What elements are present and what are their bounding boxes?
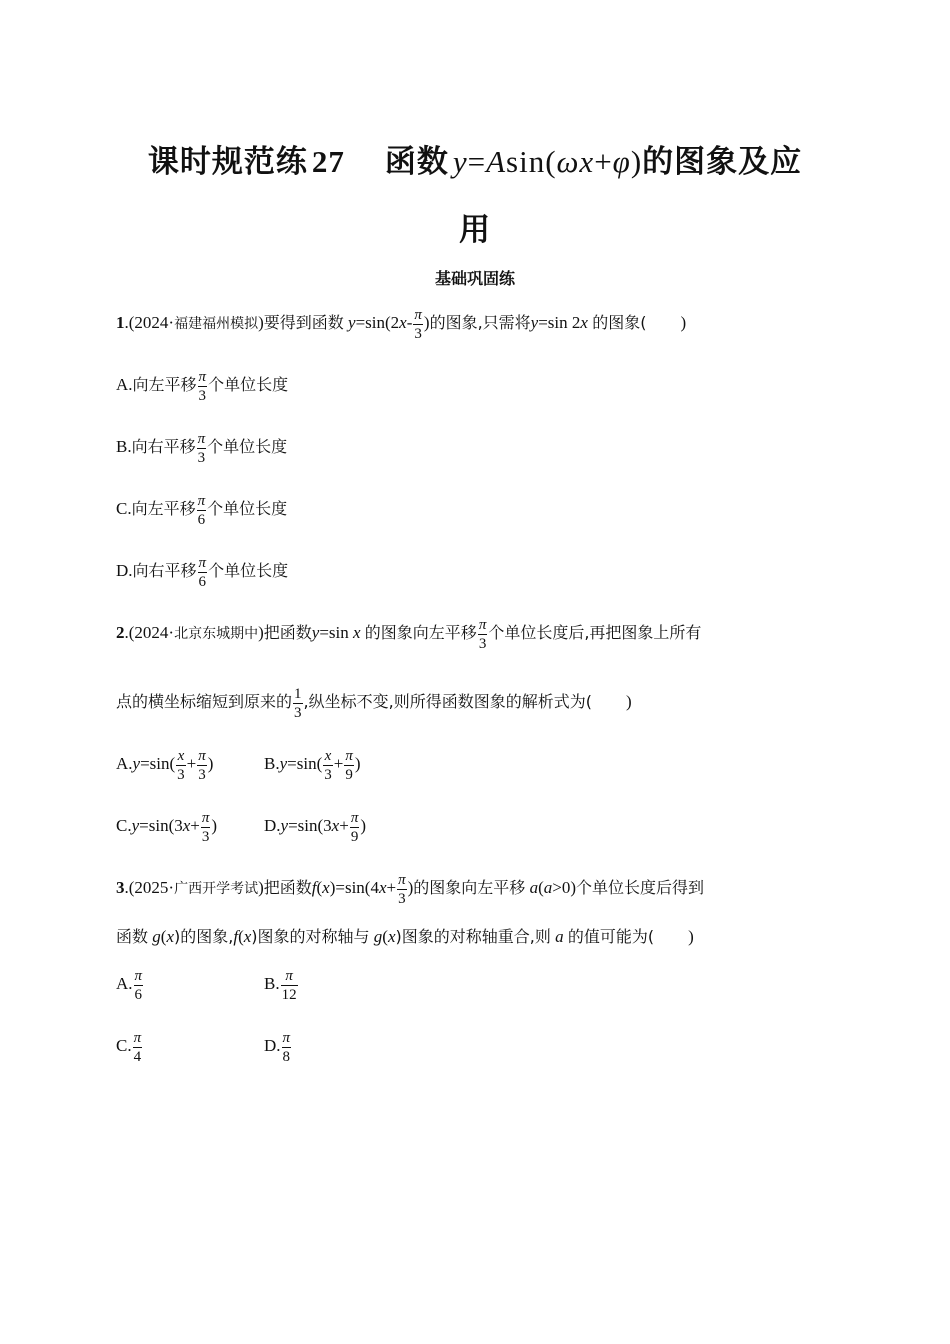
fraction: [176, 748, 186, 784]
var-y: y: [132, 753, 141, 773]
q1-var-y2: y: [530, 312, 539, 332]
title-prefix: 课时规范练: [147, 144, 308, 180]
var-y: y: [279, 753, 288, 773]
option-label: C.: [116, 1035, 132, 1055]
q2-var-y: y: [311, 622, 320, 642]
q2-option-c[interactable]: [116, 809, 217, 845]
fraction: [282, 1030, 292, 1066]
plus: +: [386, 877, 397, 897]
q3-text: 把函数: [263, 877, 312, 897]
frac-den: 4: [133, 1049, 142, 1065]
q1-frac-den: 3: [414, 326, 422, 342]
frac-num: x: [324, 748, 332, 764]
frac-num: π: [350, 810, 359, 826]
q1-var-y: y: [348, 312, 356, 332]
frac-num: π: [197, 431, 206, 447]
title-phi: φ: [612, 144, 631, 179]
frac-num: π: [345, 748, 353, 764]
paren: (: [316, 877, 323, 897]
title-omega: ωx: [556, 144, 595, 179]
var-a: a: [543, 877, 553, 897]
q2-open: .(2024·: [124, 622, 175, 642]
q2-option-b[interactable]: [264, 747, 361, 783]
q2-src-close: ): [258, 622, 264, 642]
q1-number: 1: [116, 312, 125, 332]
var-x: x: [378, 877, 387, 897]
paren: (: [382, 927, 388, 946]
section-heading: 基础巩固练: [434, 269, 515, 288]
q3-l2-text3: )图象的对称轴与: [251, 927, 370, 946]
option-label: C.: [116, 498, 132, 518]
title-sin: sin(: [506, 144, 557, 179]
option-label: A.: [116, 753, 133, 773]
q1-option-a[interactable]: [116, 368, 288, 404]
q2-option-d[interactable]: [264, 809, 366, 845]
q1-sin: =sin(2: [355, 312, 400, 332]
sin: =sin(: [140, 753, 176, 773]
q2-option-a[interactable]: [116, 747, 213, 783]
var-f: f: [311, 877, 317, 897]
title-func: 函数: [384, 144, 449, 180]
paren: (: [538, 877, 544, 897]
q2-var-x: x: [353, 622, 361, 642]
frac-num: π: [398, 872, 406, 888]
q3-l2-text2: )的图象,: [173, 927, 234, 946]
q3-open: .(2025·: [124, 877, 175, 897]
fraction: [201, 810, 211, 846]
q2-l2-text2: ,纵坐标不变,则所得函数图象的解析式为(: [303, 691, 592, 711]
q3-option-b[interactable]: [264, 967, 299, 1003]
q1-option-d[interactable]: [116, 554, 288, 590]
q3-src-close: ): [258, 877, 264, 897]
question-3-stem-line2: [116, 925, 694, 949]
option-label: D.: [264, 1035, 281, 1055]
q1-text: 要得到函数: [263, 312, 344, 332]
q1-option-c[interactable]: [116, 492, 287, 528]
frac-den: 12: [281, 987, 297, 1003]
var-f: f: [233, 927, 239, 946]
var-x: x: [331, 815, 340, 835]
frac-den: 6: [198, 574, 207, 590]
frac-den: 8: [282, 1049, 291, 1065]
q1-text3: 的图象(: [592, 312, 647, 332]
title-y: y: [452, 144, 468, 179]
fraction: [134, 968, 144, 1004]
q1-var-x: x: [399, 312, 407, 332]
q3-option-a[interactable]: [116, 967, 144, 1003]
q2-source: 北京东城期中: [174, 625, 259, 642]
q1-sin2: =sin 2: [538, 312, 581, 332]
frac-den: 3: [478, 636, 487, 652]
frac-den: 3: [324, 767, 332, 783]
option-text2: 个单位长度: [208, 560, 289, 580]
var-x: x: [166, 927, 174, 946]
q2-l2-text: 点的横坐标缩短到原来的: [116, 691, 293, 711]
var-a: a: [529, 877, 539, 897]
title-line2: 用: [459, 212, 491, 248]
fraction: [350, 810, 360, 846]
q2-sin: =sin: [319, 622, 349, 642]
fraction: [281, 968, 298, 1004]
frac-den: 9: [350, 829, 359, 845]
option-label: A.: [116, 374, 133, 394]
sin: =sin(3: [139, 815, 183, 835]
q1-minus: -: [406, 312, 413, 332]
option-text: 向左平移: [132, 374, 197, 394]
frac-num: π: [134, 968, 143, 984]
frac-num: π: [201, 810, 210, 826]
option-text2: 个单位长度: [207, 436, 288, 456]
fraction: [197, 748, 207, 784]
option-fraction: [198, 369, 208, 405]
paren: ): [354, 753, 361, 773]
q1-paren: ): [423, 312, 430, 332]
var-x: x: [387, 927, 396, 946]
frac-num: π: [198, 555, 207, 571]
q1-source: 福建福州模拟: [174, 315, 259, 332]
q2-text2: 的图象向左平移: [364, 622, 477, 642]
option-text: 向左平移: [131, 498, 196, 518]
fraction: [344, 748, 354, 784]
paren: ): [207, 753, 214, 773]
gt-zero: >0): [552, 877, 576, 897]
q3-option-d[interactable]: [264, 1029, 292, 1065]
frac-den: 3: [177, 767, 185, 783]
q2-number: 2: [116, 622, 125, 642]
frac-num: π: [198, 748, 206, 764]
frac-den: 3: [398, 891, 406, 907]
q1-src-close: ): [258, 312, 264, 332]
page-title-line2: [0, 204, 950, 249]
option-text2: 个单位长度: [207, 498, 288, 518]
q3-l2-text4: )图象的对称轴重合,则: [395, 927, 551, 946]
option-text: 向右平移: [132, 560, 197, 580]
plus: +: [190, 815, 200, 835]
frac-num: x: [177, 748, 185, 764]
frac-num: 1: [294, 686, 302, 702]
title-eq: =: [467, 144, 487, 179]
option-label: B.: [264, 973, 280, 993]
title-plus: +: [594, 144, 613, 179]
q3-text3: 个单位长度后得到: [575, 877, 704, 897]
var-a: a: [555, 927, 564, 946]
var-x: x: [322, 877, 330, 897]
page-title: [0, 136, 950, 181]
frac-den: 3: [294, 705, 302, 721]
q1-option-b[interactable]: [116, 430, 287, 466]
var-x: x: [243, 927, 252, 946]
question-2-stem: [116, 616, 701, 652]
title-close: ): [630, 144, 643, 179]
plus: +: [339, 815, 349, 835]
paren: (: [160, 927, 167, 946]
q1-fraction: [413, 307, 423, 343]
q3-number: 3: [116, 877, 125, 897]
option-label: B.: [264, 753, 280, 773]
q2-fraction: [478, 617, 488, 653]
var-g: g: [152, 927, 161, 946]
option-label: C.: [116, 815, 132, 835]
q3-l2-text: 函数: [116, 927, 149, 946]
option-text: 向右平移: [131, 436, 196, 456]
frac-num: π: [133, 1030, 142, 1046]
sin: =sin(3: [288, 815, 332, 835]
option-label: B.: [116, 436, 132, 456]
var-y: y: [131, 815, 140, 835]
question-2-stem-line2: [116, 685, 632, 721]
title-A: A: [486, 144, 507, 179]
q3-source: 广西开学考试: [174, 880, 259, 897]
q3-fraction: [397, 872, 407, 908]
var-x: x: [182, 815, 191, 835]
title-suffix: 的图象及应: [642, 144, 803, 180]
q3-l2-text5: 的值可能为(: [567, 927, 655, 946]
paren: ): [360, 815, 366, 835]
q2-text: 把函数: [263, 622, 312, 642]
frac-num: π: [478, 617, 487, 633]
option-fraction: [197, 493, 207, 529]
frac-den: 3: [201, 829, 210, 845]
q1-var-x2: x: [580, 312, 588, 332]
fraction: [323, 748, 333, 784]
sin: =sin(: [287, 753, 323, 773]
var-g: g: [373, 927, 383, 946]
frac-den: 3: [198, 767, 206, 783]
title-number: 27: [311, 144, 345, 179]
question-1-stem: [116, 306, 686, 342]
option-label: D.: [116, 560, 133, 580]
q3-text2: 的图象向左平移: [413, 877, 526, 897]
frac-num: π: [198, 369, 207, 385]
sin: )=sin(4: [329, 877, 379, 897]
q1-open: .(2024·: [124, 312, 175, 332]
q1-blank-close: ): [680, 312, 687, 332]
paren: (: [238, 927, 244, 946]
frac-den: 6: [197, 512, 206, 528]
paren: ): [407, 877, 414, 897]
paren: ): [211, 815, 218, 835]
q2-text3: 个单位长度后,再把图象上所有: [488, 622, 702, 642]
fraction: [133, 1030, 143, 1066]
q1-text2: 的图象,只需将: [429, 312, 531, 332]
q1-frac-num: π: [414, 307, 422, 323]
option-text2: 个单位长度: [208, 374, 289, 394]
plus: +: [186, 753, 197, 773]
question-3-stem: [116, 871, 704, 907]
option-label: A.: [116, 973, 133, 993]
frac-den: 3: [198, 388, 207, 404]
plus: +: [333, 753, 344, 773]
frac-num: π: [282, 1030, 291, 1046]
option-fraction: [198, 555, 208, 591]
option-fraction: [197, 431, 207, 467]
q3-blank-close: ): [688, 927, 694, 946]
q2-l2-fraction: [293, 686, 303, 722]
q3-option-c[interactable]: [116, 1029, 143, 1065]
frac-den: 3: [197, 450, 206, 466]
frac-num: π: [197, 493, 206, 509]
q2-blank-close: ): [625, 691, 632, 711]
frac-den: 6: [134, 987, 143, 1003]
frac-num: π: [285, 968, 293, 984]
frac-den: 9: [345, 767, 353, 783]
var-y: y: [280, 815, 289, 835]
option-label: D.: [264, 815, 281, 835]
